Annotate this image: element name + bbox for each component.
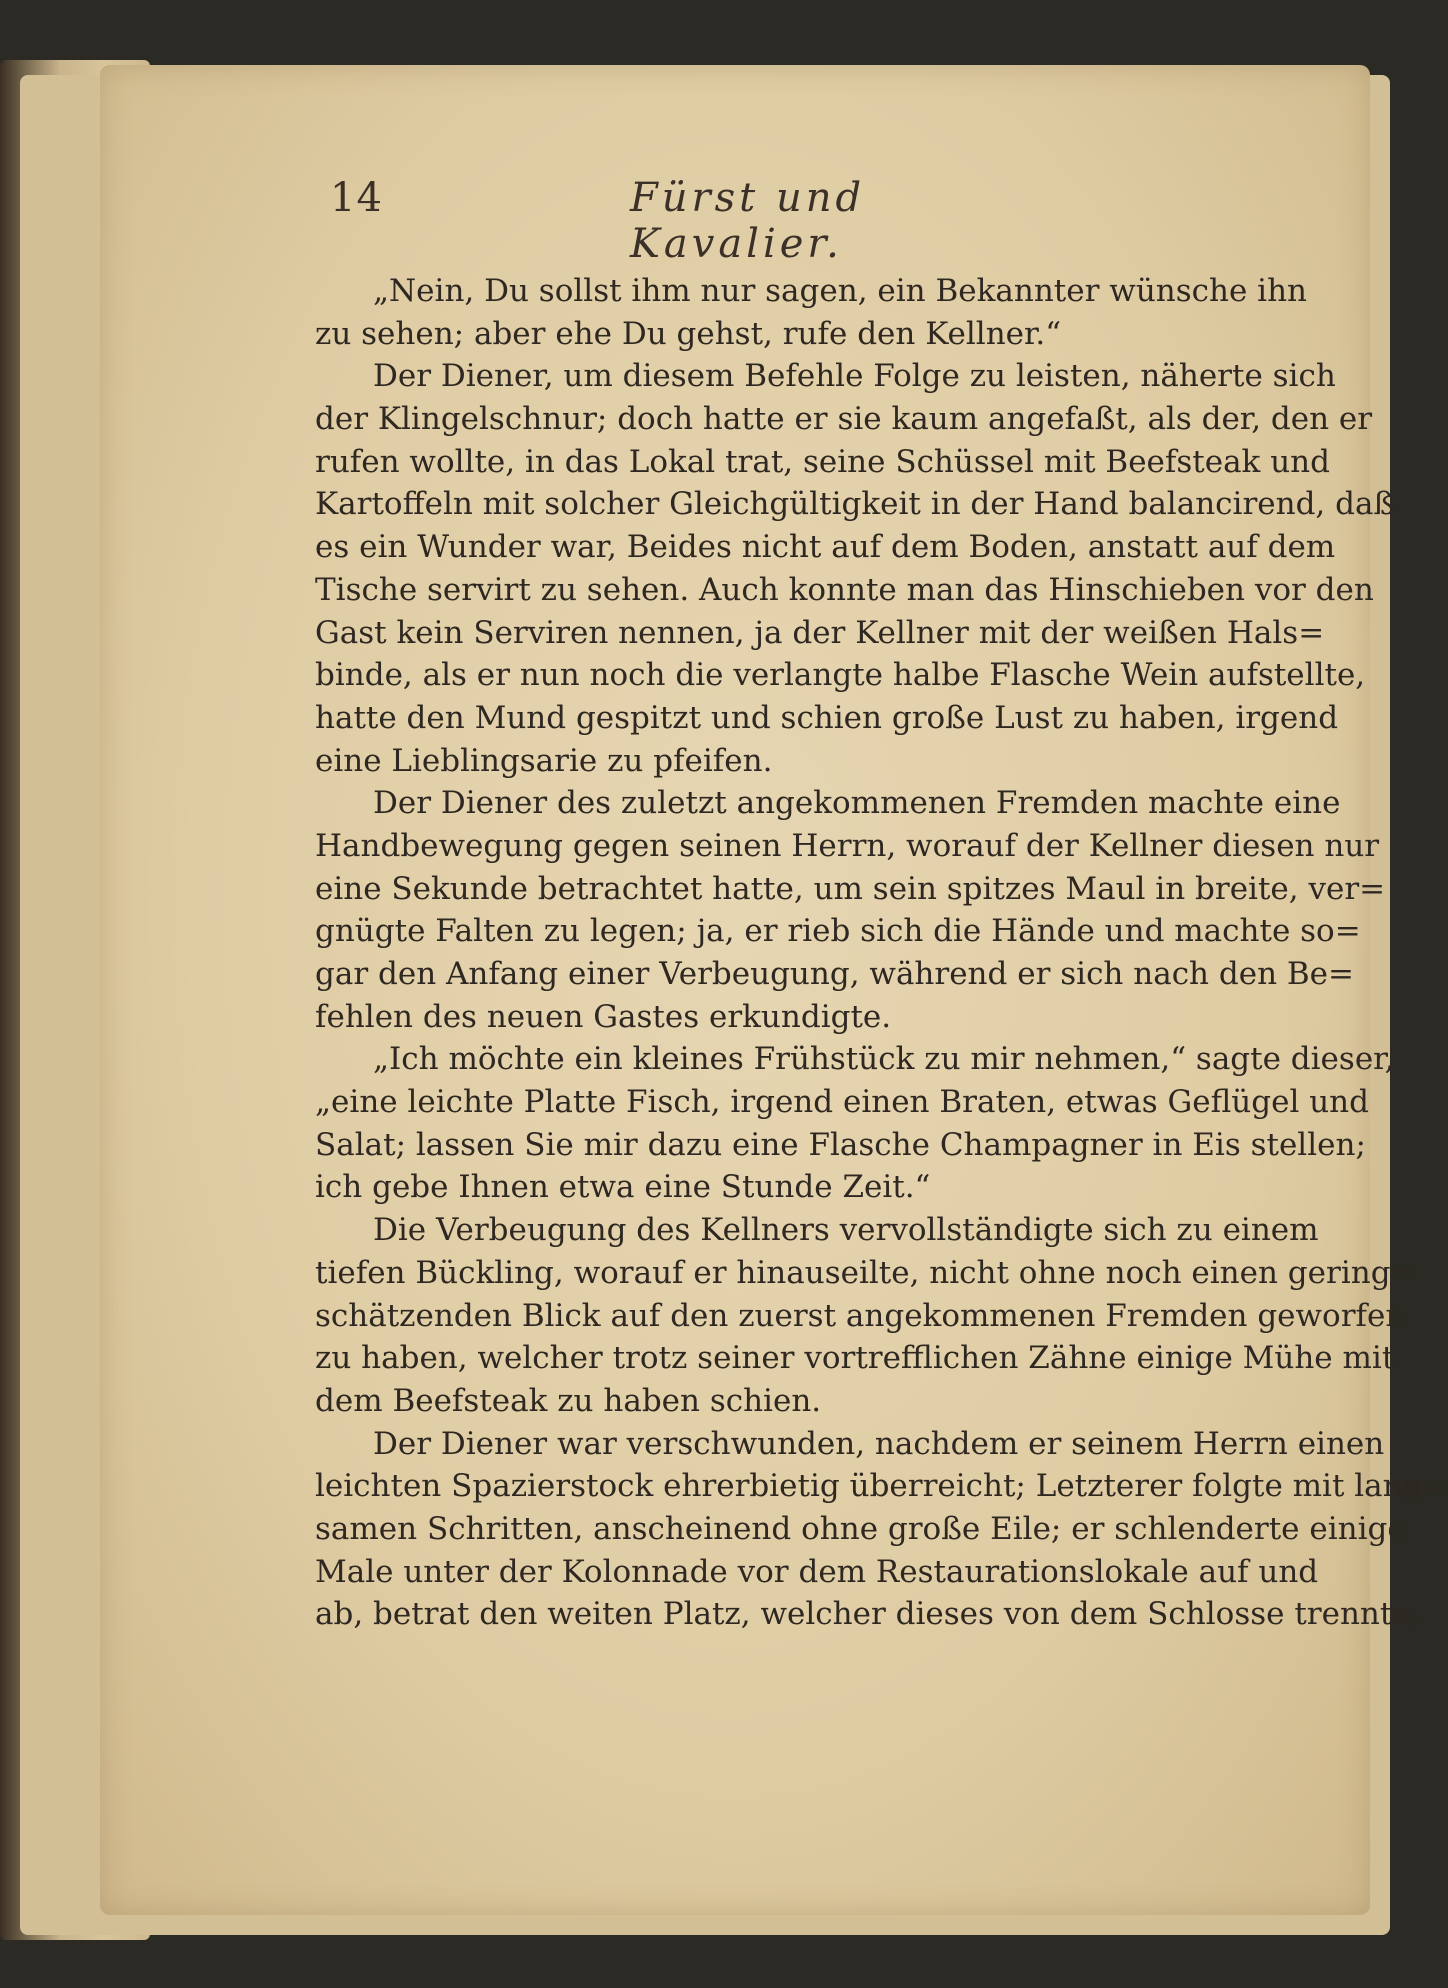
- body-text: [315, 270, 1448, 1636]
- text-line: tiefen Bückling, worauf er hinauseilte, nicht ohne noch einen gering=: [315, 1254, 1417, 1291]
- text-line: Handbewegung gegen seinen Herrn, worauf der Kellner diesen nur: [315, 827, 1380, 864]
- text-line: leichten Spazierstock ehrerbietig überreicht; Letzterer folgte mit lang=: [315, 1468, 1448, 1505]
- text-line: es ein Wunder war, Beides nicht auf dem Boden, anstatt auf dem: [315, 529, 1336, 566]
- text-line: Male unter der Kolonnade vor dem Restaurationslokale auf und: [315, 1553, 1319, 1590]
- page-number: 14: [330, 175, 383, 221]
- text-line: samen Schritten, anscheinend ohne große Eile; er schlenderte einige: [315, 1510, 1406, 1547]
- text-line: Salat; lassen Sie mir dazu eine Flasche Champagner in Eis stellen;: [315, 1126, 1366, 1163]
- text-line: gar den Anfang einer Verbeugung, während er sich nach den Be=: [315, 956, 1354, 992]
- text-line: Der Diener, um diesem Befehle Folge zu leisten, näherte sich: [373, 358, 1336, 395]
- text-line: fehlen des neuen Gastes erkundigte.: [315, 998, 892, 1035]
- running-title: Fürst und Kavalier.: [630, 175, 866, 267]
- text-line: „eine leichte Platte Fisch, irgend einen Braten, etwas Geflügel und: [315, 1084, 1369, 1121]
- text-line: eine Sekunde betrachtet hatte, um sein spitzes Maul in breite, ver=: [315, 870, 1386, 907]
- text-line: „Ich möchte ein kleines Frühstück zu mir nehmen,“ sagte dieser,: [373, 1041, 1395, 1078]
- text-line: eine Lieblingsarie zu pfeifen.: [315, 742, 773, 779]
- text-line: Der Diener des zuletzt angekommenen Fremden machte eine: [373, 785, 1341, 822]
- text-line: der Klingelschnur; doch hatte er sie kaum angefaßt, als der, den er: [315, 401, 1373, 438]
- text-line: zu haben, welcher trotz seiner vortrefflichen Zähne einige Mühe mit: [315, 1340, 1395, 1377]
- text-line: ich gebe Ihnen etwa eine Stunde Zeit.“: [315, 1169, 931, 1206]
- text-line: hatte den Mund gespitzt und schien große Lust zu haben, irgend: [315, 699, 1339, 736]
- text-line: Gast kein Serviren nennen, ja der Kellner mit der weißen Hals=: [315, 614, 1325, 651]
- text-line: binde, als er nun noch die verlangte halbe Flasche Wein aufstellte,: [315, 657, 1366, 694]
- text-line: zu sehen; aber ehe Du gehst, rufe den Kellner.“: [315, 315, 1062, 352]
- text-line: „Nein, Du sollst ihm nur sagen, ein Bekannter wünsche ihn: [373, 273, 1308, 309]
- text-line: dem Beefsteak zu haben schien.: [315, 1382, 822, 1419]
- text-line: rufen wollte, in das Lokal trat, seine Schüssel mit Beefsteak und: [315, 443, 1330, 480]
- text-line: Die Verbeugung des Kellners vervollständigte sich zu einem: [373, 1212, 1319, 1249]
- text-line: gnügte Falten zu legen; ja, er rieb sich die Hände und machte so=: [315, 913, 1361, 950]
- text-line: Tische servirt zu sehen. Auch konnte man das Hinschieben vor den: [315, 571, 1374, 608]
- page-header: [330, 175, 1030, 267]
- text-line: ab, betrat den weiten Platz, welcher dieses von dem Schlosse trennte,: [315, 1596, 1421, 1633]
- text-line: schätzenden Blick auf den zuerst angekommenen Fremden geworfen: [315, 1297, 1406, 1334]
- text-line: Der Diener war verschwunden, nachdem er seinem Herrn einen: [373, 1425, 1385, 1462]
- text-line: Kartoffeln mit solcher Gleichgültigkeit in der Hand balancirend, daß: [315, 486, 1395, 523]
